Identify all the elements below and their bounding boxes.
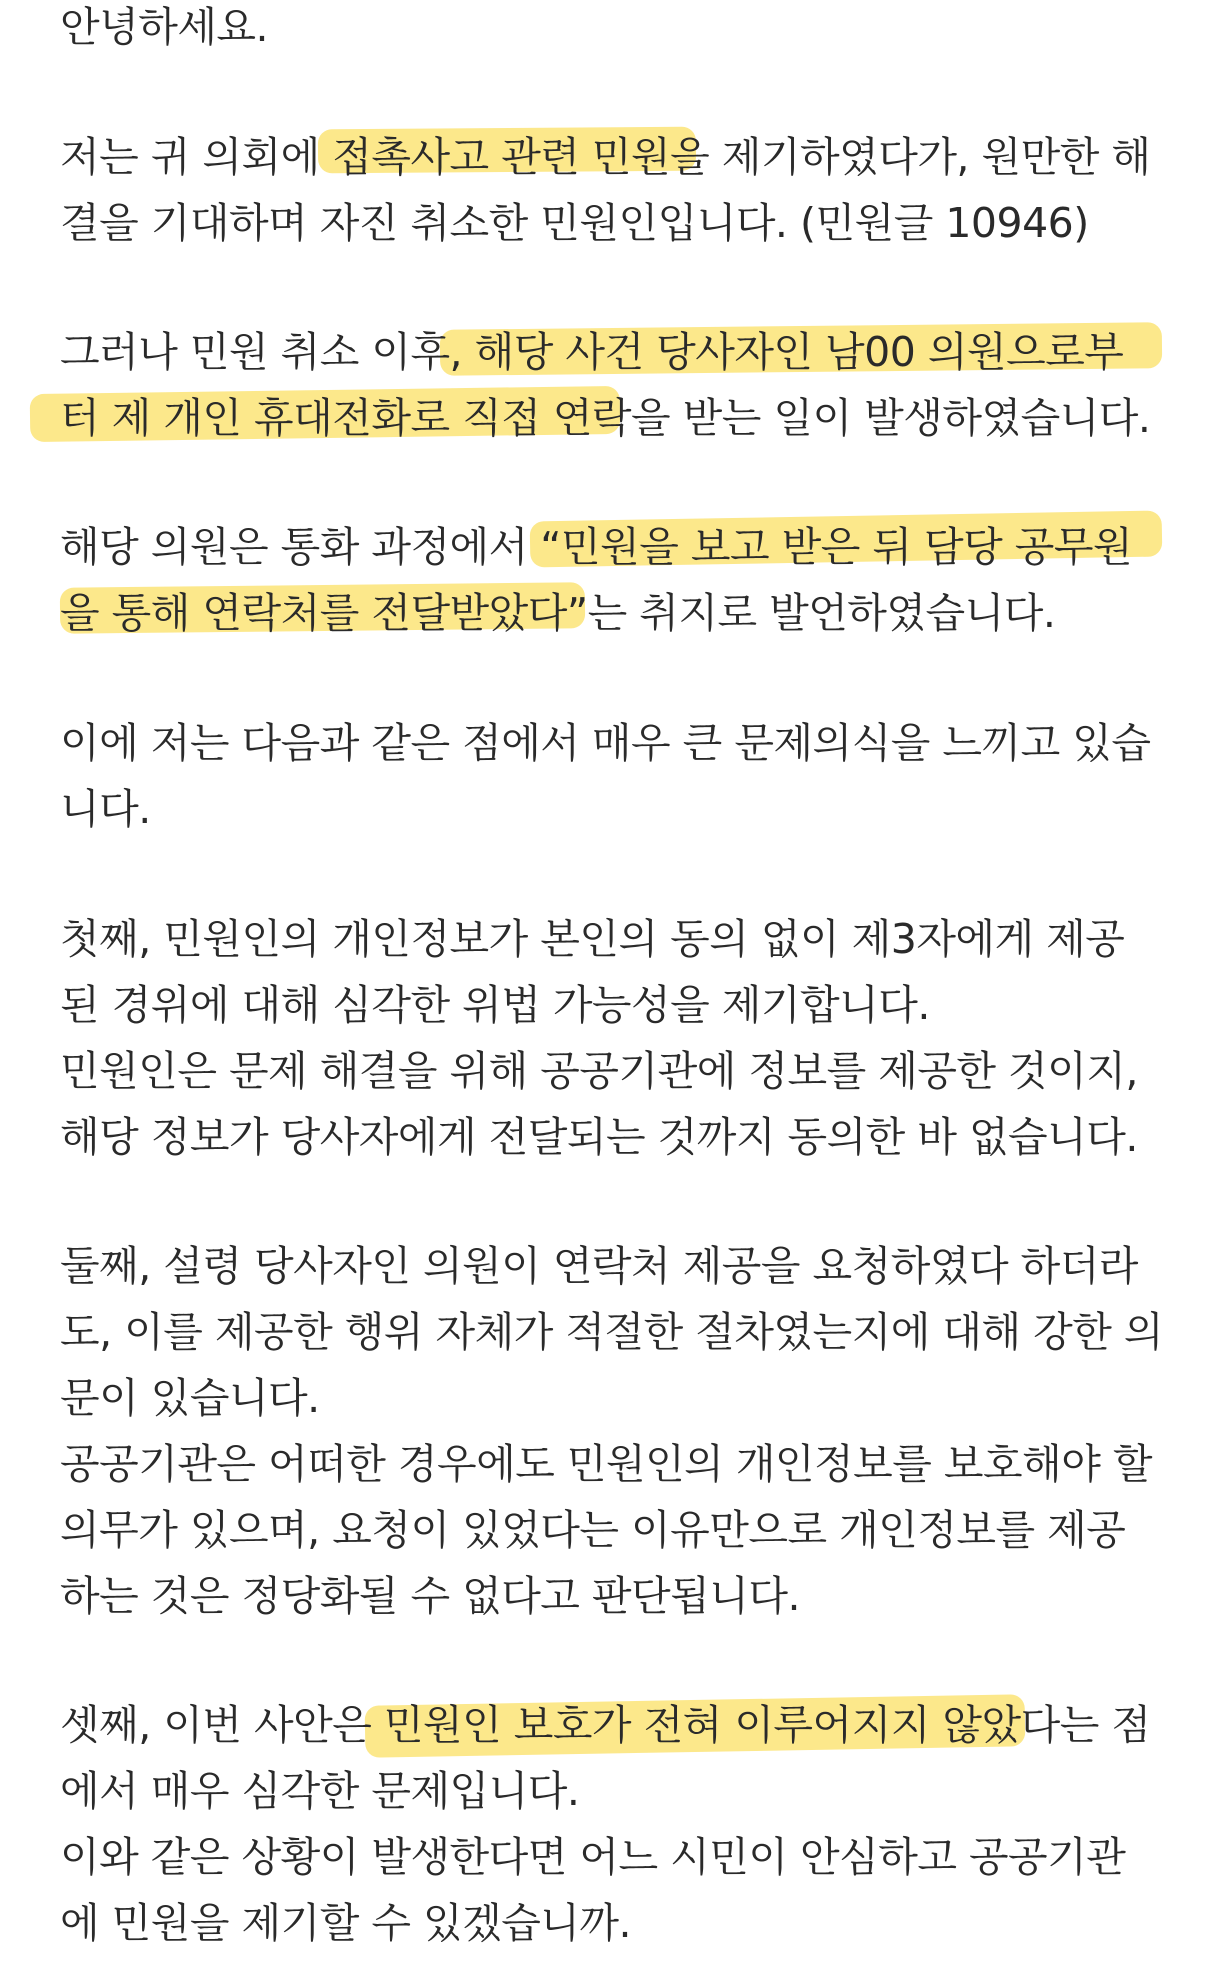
text-line: 안녕하세요. [60, 3, 269, 51]
text-line: 을 통해 연락처를 전달받았다”는 취지로 발언하였습니다. [60, 589, 1056, 637]
text-line: 결을 기대하며 자진 취소한 민원인입니다. (민원글 10946) [60, 199, 1089, 247]
text-line: 니다. [60, 785, 151, 833]
text-line: 터 제 개인 휴대전화로 직접 연락을 받는 일이 발생하였습니다. [60, 394, 1151, 442]
text-line: 첫째, 민원인의 개인정보가 본인의 동의 없이 제3자에게 제공 [60, 915, 1125, 963]
text-line: 저는 귀 의회에 접촉사고 관련 민원을 제기하였다가, 원만한 해 [60, 133, 1151, 181]
text-line: 둘째, 설령 당사자인 의원이 연락처 제공을 요청하였다 하더라 [60, 1242, 1138, 1290]
text-line: 이와 같은 상황이 발생한다면 어느 시민이 안심하고 공공기관 [60, 1833, 1126, 1881]
text-line: 해당 정보가 당사자에게 전달되는 것까지 동의한 바 없습니다. [60, 1113, 1138, 1161]
text-line: 문이 있습니다. [60, 1374, 320, 1422]
text-line: 에서 매우 심각한 문제입니다. [60, 1767, 580, 1815]
text-line: 에 민원을 제기할 수 있겠습니까. [60, 1899, 632, 1947]
text-line: 된 경위에 대해 심각한 위법 가능성을 제기합니다. [60, 981, 930, 1029]
text-line: 의무가 있으며, 요청이 있었다는 이유만으로 개인정보를 제공 [60, 1506, 1126, 1554]
text-line: 도, 이를 제공한 행위 자체가 적절한 절차였는지에 대해 강한 의 [60, 1308, 1163, 1356]
text-line: 이에 저는 다음과 같은 점에서 매우 큰 문제의식을 느끼고 있습 [60, 719, 1151, 767]
text-line: 그러나 민원 취소 이후, 해당 사건 당사자인 남00 의원으로부 [60, 328, 1124, 376]
text-line: 민원인은 문제 해결을 위해 공공기관에 정보를 제공한 것이지, [60, 1047, 1138, 1095]
text-line: 셋째, 이번 사안은 민원인 보호가 전혀 이루어지지 않았다는 점 [60, 1701, 1151, 1749]
text-line: 해당 의원은 통화 과정에서 “민원을 보고 받은 뒤 담당 공무원 [60, 523, 1133, 571]
text-line: 하는 것은 정당화될 수 없다고 판단됩니다. [60, 1572, 800, 1620]
text-line: 공공기관은 어떠한 경우에도 민원인의 개인정보를 보호해야 할 [60, 1440, 1152, 1488]
